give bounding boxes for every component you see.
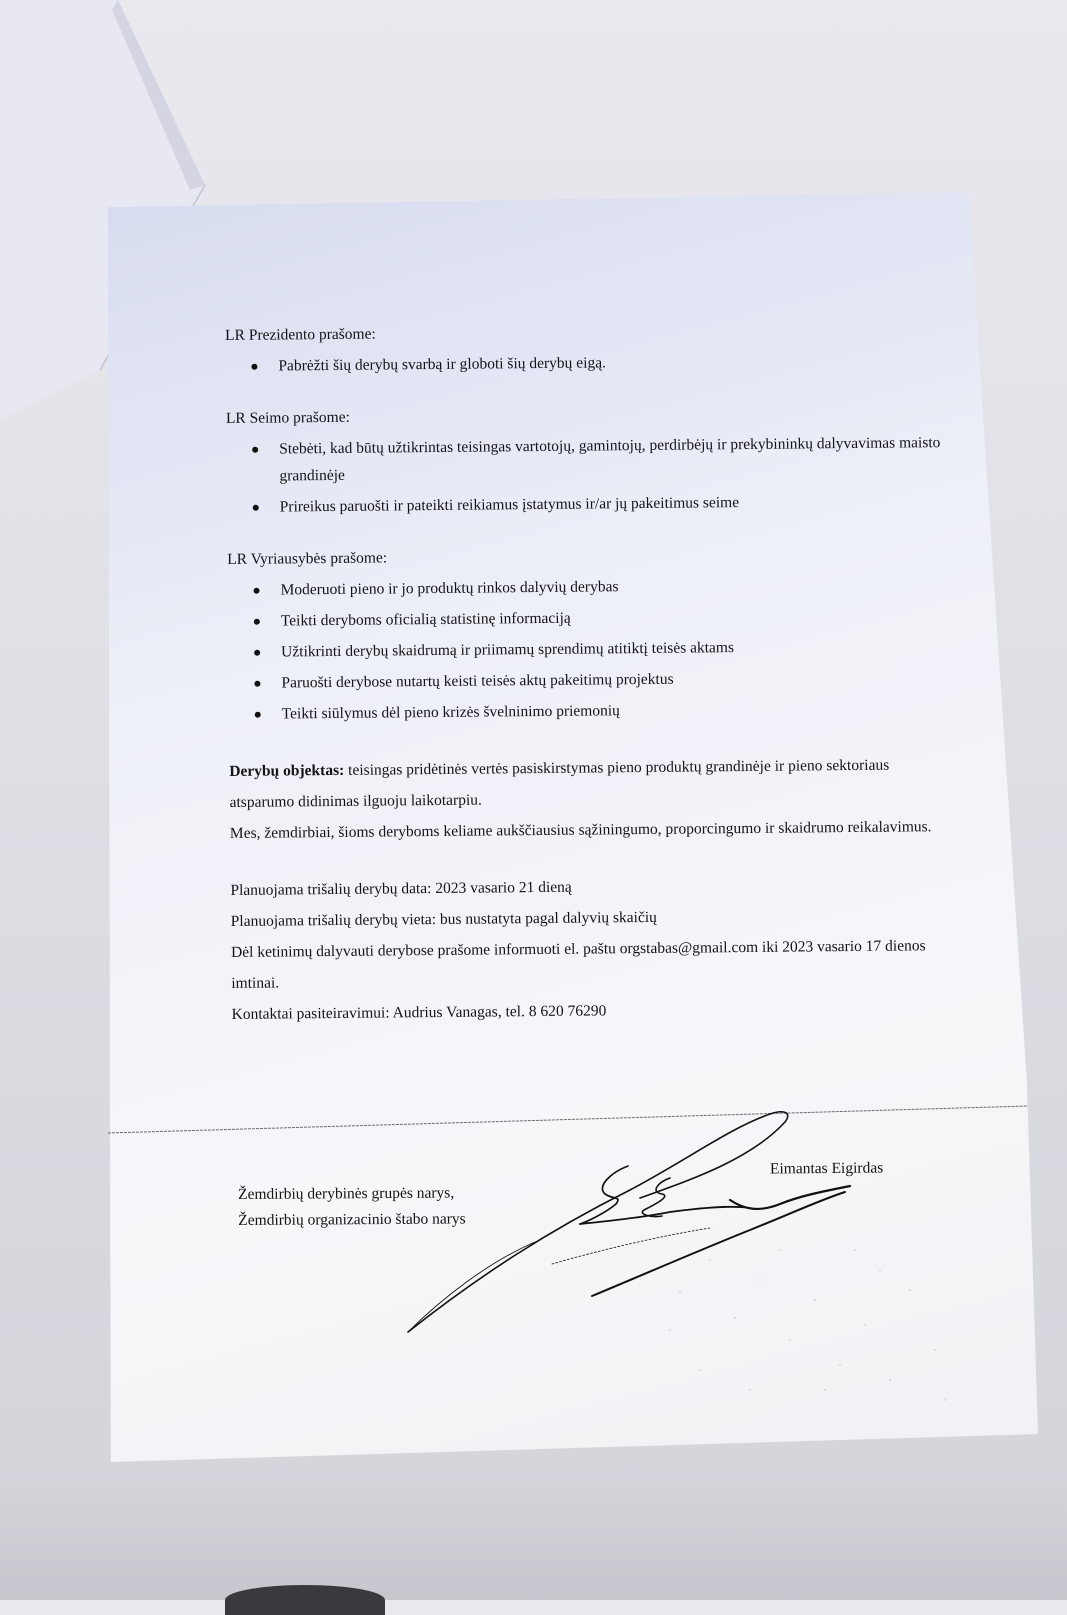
negotiation-objective [229, 749, 950, 818]
section-heading: LR Seimo prašome: [225, 408, 350, 427]
section-heading: LR Vyriausybės prašome: [227, 549, 388, 568]
objective-label: Derybų objektas: [229, 761, 345, 780]
document-body [225, 318, 952, 1030]
role-line: Žemdirbių organizacinio štabo narys [238, 1210, 466, 1229]
registration-info: Dėl ketinimų dalyvauti derybose prašome informuoti el. paštu orgstabas@gmail.com iki 2023 vasario 17 dienos imtinai. [230, 937, 926, 992]
section-seimas [226, 401, 947, 521]
request-sections [225, 318, 949, 728]
farmers-statement: Mes, žemdirbiai, šioms deryboms keliame aukščiausius sąžiningumo, proporcingumo ir skaidrumo reikalavimus. [229, 818, 932, 842]
role-line: Žemdirbių derybinės grupės narys, [238, 1184, 455, 1203]
list-item: Pabrėžti šių derybų svarbą ir globoti šių derybų eigą. [251, 346, 945, 380]
list-item: Užtikrinti derybų skaidrumą ir priimamų sprendimų atitiktį teisės aktams [254, 632, 948, 666]
section-president [225, 318, 945, 380]
section-government [227, 542, 949, 728]
handwritten-signature [400, 1100, 860, 1360]
list-item: Stebėti, kad būtų užtikrintas teisingas vartotojų, gamintojų, perdirbėjų ir prekybininkų dalyvavimas maisto grandinėje [252, 429, 946, 490]
list-item: Teikti deryboms oficialią statistinę informaciją [254, 601, 948, 635]
list-item: Paruošti derybose nutartų keisti teisės aktų pakeitimų projektus [254, 663, 948, 697]
bullet-list [226, 429, 947, 521]
contact-info: Kontaktai pasiteiravimui: Audrius Vanagas, tel. 8 620 76290 [231, 1002, 607, 1023]
section-heading: LR Prezidento prašome: [225, 325, 376, 344]
dark-object [225, 1585, 385, 1615]
planned-location: Planuojama trišalių derybų vieta: bus nustatyta pagal dalyvių skaičių [230, 908, 657, 930]
planned-date: Planuojama trišalių derybų data: 2023 vasario 21 dieną [230, 878, 572, 899]
objective-text: teisingas pridėtinės vertės pasiskirstymas pieno produktų grandinėje ir pieno sektoriaus atsparumo didinimas ilguoju laikotarpiu. [229, 756, 890, 811]
bullet-list [225, 346, 945, 380]
list-item: Prireikus paruošti ir pateikti reikiamus įstatymus ir/ar jų pakeitimus seime [253, 487, 947, 521]
bullet-list [227, 570, 948, 728]
list-item: Moderuoti pieno ir jo produktų rinkos dalyvių derybas [253, 570, 947, 604]
signer-name: Eimantas Eigirdas [769, 1159, 884, 1178]
surface-shadow [0, 1480, 1067, 1600]
list-item: Teikti siūlymus dėl pieno krizės švelninimo priemonių [255, 694, 949, 728]
